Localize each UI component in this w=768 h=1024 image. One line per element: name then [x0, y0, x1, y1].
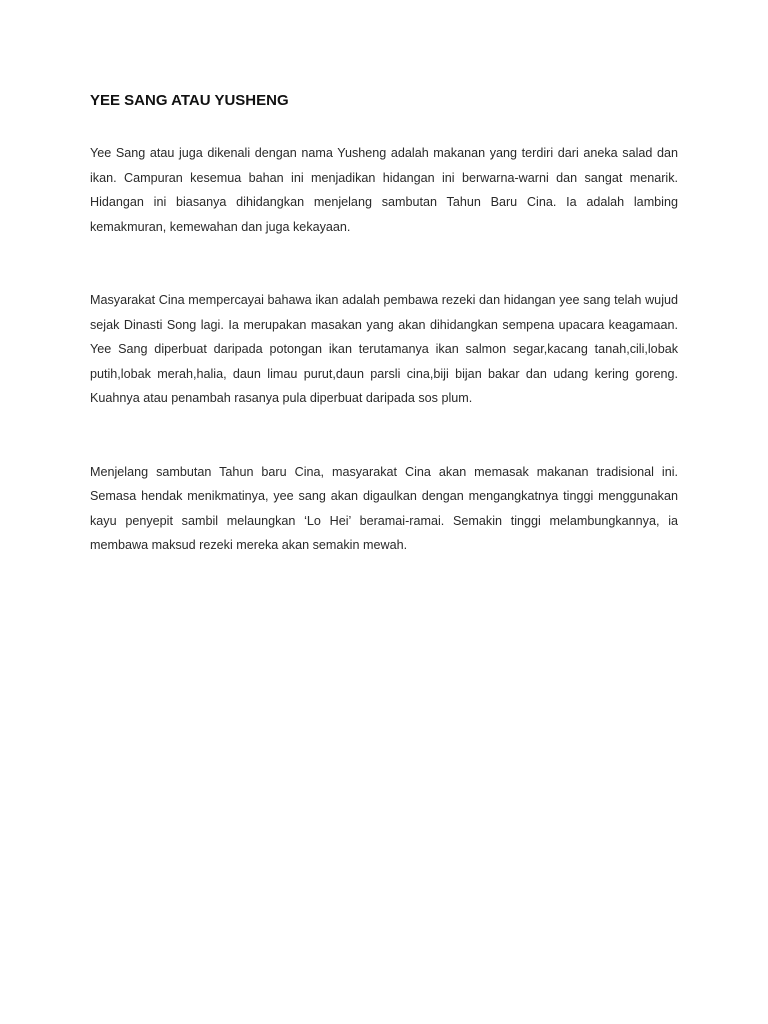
paragraph-3: Menjelang sambutan Tahun baru Cina, masyarakat Cina akan memasak makanan tradisional ini. Semasa hendak menikmatinya, yee sang akan digaulkan dengan mengangkatnya tinggi menggunakan kayu penyepit sambil melaungkan ‘Lo Hei’ beramai-ramai. Semakin tinggi melambungkannya, ia membawa maksud rezeki mereka akan semakin mewah.	[90, 464, 678, 552]
paragraph-2: Masyarakat Cina mempercayai bahawa ikan adalah pembawa rezeki dan hidangan yee sang telah wujud sejak Dinasti Song lagi. Ia merupakan masakan yang akan dihidangkan sempena upacara keagamaan. Yee Sang diperbuat daripada potongan ikan terutamanya ikan salmon segar,kacang tanah,cili,lobak putih,lobak merah,halia, daun limau purut,daun parsli cina,biji bijan bakar dan udang kering goreng. Kuahnya atau penambah rasanya pula diperbuat daripada sos plum.	[90, 293, 678, 405]
document-page	[90, 92, 678, 607]
document-title: YEE SANG ATAU YUSHENG	[90, 92, 289, 109]
paragraph-1: Yee Sang atau juga dikenali dengan nama Yusheng adalah makanan yang terdiri dari aneka salad dan ikan. Campuran kesemua bahan ini menjadikan hidangan ini berwarna-warni dan sangat menarik. Hidangan ini biasanya dihidangkan menjelang sambutan Tahun Baru Cina. Ia adalah lambing kemakmuran, kemewahan dan juga kekayaan.	[90, 146, 678, 234]
